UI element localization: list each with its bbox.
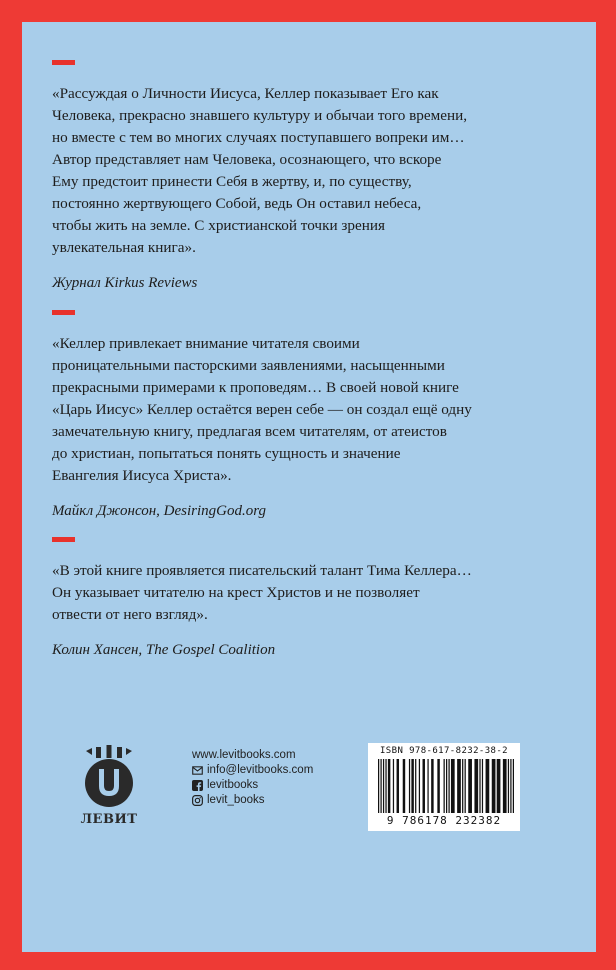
barcode-bar: [492, 759, 496, 813]
barcode-bar: [503, 759, 507, 813]
barcode-bar: [409, 759, 410, 813]
barcode-bar: [397, 759, 399, 813]
barcode-bar: [385, 759, 386, 813]
barcode-bar: [497, 759, 501, 813]
barcode-bar: [419, 759, 420, 813]
isbn-label: ISBN 978-617-8232-38-2: [379, 746, 508, 756]
barcode-bar: [465, 759, 466, 813]
publisher-contacts: [192, 748, 313, 808]
barcode-bar: [437, 759, 439, 813]
publisher-name: ЛЕВИТ: [80, 812, 138, 827]
barcode-bar: [378, 759, 379, 813]
barcode-bar: [508, 759, 509, 813]
barcode-bar: [513, 759, 514, 813]
barcode-bar: [403, 759, 405, 813]
quote-text: «Рассуждая о Личности Иисуса, Келлер показывает Его как Человека, прекрасно знавшего культуру и обычаи того времени, но вместе с тем во многих случаях поступавшего вопреки им… Автор представляет нам Человека, осознающего, что вскоре Ему предстоит принести Себя в жертву, и, по существу, постоянно жертвующего Собой, ведь Он оставил небеса, чтобы жить на земле. С христианской точки зрения увлекательная книга».: [52, 85, 468, 256]
facebook-icon: [192, 780, 203, 791]
quote-text: «В этой книге проявляется писательский талант Тима Келлера… Он указывает читателю на крест Христов и не позволяет отвести от него взгляд».: [52, 562, 472, 623]
review-quote-2: [52, 310, 552, 520]
barcode-bar: [448, 759, 449, 813]
barcode-bar: [479, 759, 480, 813]
red-marker: [52, 310, 75, 315]
barcode-bar: [393, 759, 394, 813]
barcode-bar: [383, 759, 384, 813]
quote-text: «Келлер привлекает внимание читателя своими проницательными пасторскими заявлениями, насыщенными прекрасными примерами к проповедям… В своей новой книге «Царь Иисус» Келлер остаётся верен себе — он создал ещё одну замечательную книгу, предлагая всем читателям, от атеистов до христиан, попытаться понять сущность и значение Евангелия Иисуса Христа».: [52, 335, 472, 484]
barcode-icon: [378, 759, 514, 813]
review-quote-3: [52, 537, 552, 659]
barcode-bar: [423, 759, 425, 813]
barcode-bar: [486, 759, 490, 813]
barcode-bar: [444, 759, 445, 813]
quote-attribution: Майкл Джонсон, DesiringGod.org: [52, 503, 267, 519]
contact-instagram[interactable]: [192, 793, 313, 807]
barcode-bar: [482, 759, 483, 813]
quote-attribution: Колин Хансен, The Gospel Coalition: [52, 642, 276, 658]
red-marker: [52, 537, 75, 542]
barcode-bar: [427, 759, 428, 813]
ean-digits: 9 786178 232382: [386, 814, 502, 827]
review-quote-1: [52, 60, 552, 292]
barcode-bar: [388, 759, 390, 813]
mail-icon: [192, 765, 203, 776]
barcode-bar: [510, 759, 511, 813]
barcode-bar: [415, 759, 416, 813]
barcode-box: [368, 743, 520, 831]
barcode-bar: [457, 759, 461, 813]
barcode-bar: [474, 759, 478, 813]
contact-facebook[interactable]: [192, 778, 313, 792]
contact-email[interactable]: [192, 763, 313, 777]
contact-website[interactable]: [192, 748, 313, 762]
barcode-bar: [431, 759, 433, 813]
red-marker: [52, 60, 75, 65]
barcode-bar: [446, 759, 447, 813]
website-text: www.levitbooks.com: [192, 749, 296, 761]
barcode-bar: [462, 759, 463, 813]
levit-logo-icon: [78, 745, 140, 809]
quote-attribution: Журнал Kirkus Reviews: [52, 275, 198, 291]
barcode-bar: [468, 759, 472, 813]
barcode-bar: [451, 759, 455, 813]
barcode-bar: [380, 759, 381, 813]
instagram-icon: [192, 795, 203, 806]
publisher-logo: [78, 745, 158, 835]
email-text: info@levitbooks.com: [207, 764, 314, 776]
barcode-bar: [411, 759, 413, 813]
instagram-text: levit_books: [207, 794, 265, 806]
facebook-text: levitbooks: [207, 779, 259, 791]
